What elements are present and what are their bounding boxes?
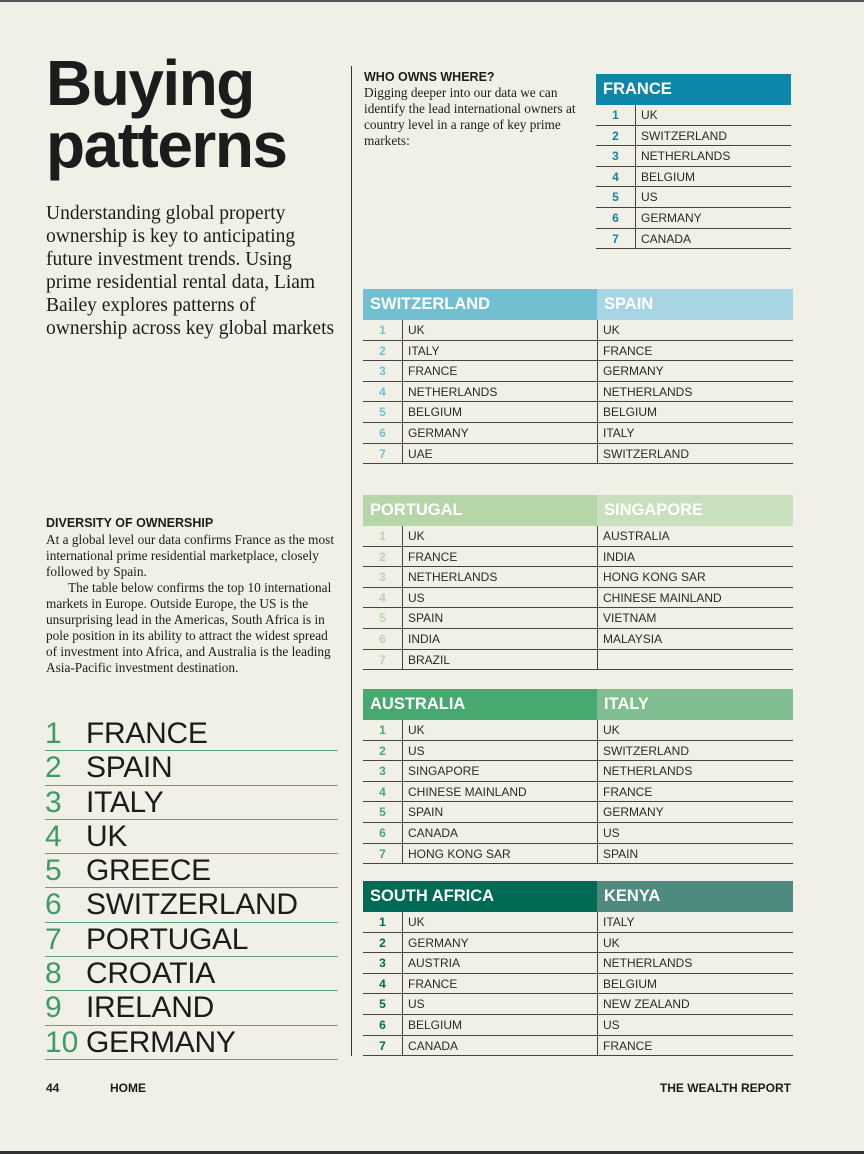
table-row [363, 588, 793, 609]
top-10-item [45, 820, 338, 854]
top-10-item [45, 751, 338, 785]
owner-country-left: SPAIN [408, 611, 444, 626]
rank-number: 3 [363, 361, 403, 381]
table-header-right: SINGAPORE [597, 495, 793, 526]
who-paragraph: Digging deeper into our data we can identify the lead international owners at country level in a range of key prime markets: [364, 85, 576, 148]
owner-country-left: INDIA [408, 631, 441, 646]
france-table [596, 74, 791, 249]
owner-country-right: SPAIN [597, 844, 793, 864]
owner-country-right: INDIA [597, 547, 793, 567]
table-header-right: SPAIN [597, 289, 793, 320]
rank-number: 3 [363, 567, 403, 587]
owner-country-right: UK [597, 320, 793, 340]
owner-country-right: US [597, 823, 793, 843]
rank-number: 6 [363, 1015, 403, 1035]
owner-country: BELGIUM [641, 169, 696, 184]
table-row [363, 953, 793, 974]
owner-country-left: FRANCE [408, 364, 458, 379]
top-10-list [45, 717, 338, 1060]
rank-number: 1 [45, 717, 62, 750]
table-header [363, 689, 793, 720]
owner-country-left: US [408, 743, 425, 758]
owner-country-left: CHINESE MAINLAND [408, 784, 527, 799]
rank-number: 4 [596, 167, 636, 187]
table-row [363, 382, 793, 403]
owner-country-right: BELGIUM [597, 974, 793, 994]
owner-country-left: BELGIUM [408, 405, 463, 420]
owner-country-right: ITALY [597, 423, 793, 443]
table-row [363, 320, 793, 341]
owner-country-right: NETHERLANDS [597, 953, 793, 973]
table-header-label: FRANCE [596, 74, 791, 105]
table-row [596, 126, 791, 147]
rank-number: 6 [363, 823, 403, 843]
portugal-singapore-table [363, 495, 793, 670]
top-10-item [45, 717, 338, 751]
rank-number: 6 [363, 629, 403, 649]
owner-country-right: HONG KONG SAR [597, 567, 793, 587]
rank-number: 5 [363, 802, 403, 822]
table-row [363, 361, 793, 382]
owner-country-left: SINGAPORE [408, 764, 480, 779]
top-10-item [45, 854, 338, 888]
table-header-right: KENYA [597, 881, 793, 912]
owner-country-left: AUSTRIA [408, 956, 461, 971]
owner-country-left: SPAIN [408, 805, 444, 820]
table-row [363, 844, 793, 865]
owner-country-left: UK [408, 915, 425, 929]
top-10-item [45, 923, 338, 957]
owner-country-right: AUSTRALIA [597, 526, 793, 546]
rank-number: 7 [363, 444, 403, 464]
owner-country-right: SWITZERLAND [597, 444, 793, 464]
page-title [46, 47, 287, 181]
table-row [596, 208, 791, 229]
owner-country-right: SWITZERLAND [597, 741, 793, 761]
table-row [363, 782, 793, 803]
rank-number: 2 [363, 741, 403, 761]
table-row [596, 229, 791, 250]
owner-country: GERMANY [641, 210, 702, 225]
table-row [363, 567, 793, 588]
table-header [363, 881, 793, 912]
table-body [363, 720, 793, 864]
top-border [0, 0, 864, 2]
table-body [363, 912, 793, 1056]
country-name: PORTUGAL [86, 922, 249, 956]
owner-country-left: GERMANY [408, 425, 469, 440]
title-line-2: patterns [46, 109, 287, 181]
owner-country-right: CHINESE MAINLAND [597, 588, 793, 608]
owner-country-left: BELGIUM [408, 1017, 463, 1032]
owner-country-left: CANADA [408, 1038, 459, 1053]
top-10-item [45, 957, 338, 991]
top-10-item [45, 1026, 338, 1060]
rank-number: 1 [596, 105, 636, 125]
country-name: FRANCE [86, 717, 208, 750]
title-line-1: Buying [46, 47, 254, 119]
owner-country-right: UK [597, 720, 793, 740]
owner-country-right: UK [597, 933, 793, 953]
rank-number: 7 [363, 844, 403, 864]
table-header-left: SOUTH AFRICA [363, 881, 597, 912]
rank-number: 3 [363, 761, 403, 781]
table-row [363, 608, 793, 629]
rank-number: 9 [45, 991, 62, 1025]
owner-country-left: FRANCE [408, 549, 458, 564]
table-row [596, 146, 791, 167]
rank-number: 1 [363, 320, 403, 340]
diversity-paragraph-1: At a global level our data confirms France as the most international prime residential marketplace, closely followed by Spain. [46, 532, 335, 579]
top-10-item [45, 888, 338, 922]
owner-country-right: NEW ZEALAND [597, 994, 793, 1014]
owner-country-left: UK [408, 723, 425, 737]
diversity-paragraph-2: The table below confirms the top 10 international markets in Europe. Outside Europe, the US is the unsurprising lead in the Americas, South Africa is in pole position in its ability to attract the widest spread of investment into Africa, and Australia is the leading Asia-Pacific investment destination. [46, 580, 332, 675]
rank-number: 5 [45, 854, 62, 888]
switzerland-spain-table [363, 289, 793, 464]
rank-number: 1 [363, 720, 403, 740]
rank-number: 8 [45, 957, 62, 991]
owner-country-right [597, 650, 793, 670]
owner-country-right: NETHERLANDS [597, 761, 793, 781]
rank-number: 2 [363, 341, 403, 361]
table-row [363, 547, 793, 568]
rank-number: 3 [363, 953, 403, 973]
owner-country-right: GERMANY [597, 361, 793, 381]
table-body [363, 526, 793, 670]
table-row [363, 741, 793, 762]
country-name: CROATIA [86, 957, 216, 991]
table-body [596, 105, 791, 249]
table-header [363, 289, 793, 320]
diversity-section [46, 516, 336, 676]
rank-number: 4 [363, 588, 403, 608]
southafrica-kenya-table [363, 881, 793, 1056]
intro-paragraph: Understanding global property ownership is key to anticipating future investment trends. Using prime residential rental data, Liam Bailey explores patterns of ownership across key global markets [46, 203, 335, 339]
owner-country: CANADA [641, 231, 692, 246]
table-body [363, 320, 793, 464]
rank-number: 6 [363, 423, 403, 443]
rank-number: 5 [363, 994, 403, 1014]
table-header [596, 74, 791, 105]
owner-country-right: FRANCE [597, 782, 793, 802]
top-10-item [45, 786, 338, 820]
owner-country-right: FRANCE [597, 1036, 793, 1056]
country-name: SPAIN [86, 751, 173, 785]
owner-country-right: GERMANY [597, 802, 793, 822]
country-name: IRELAND [86, 991, 214, 1025]
owner-country-left: UK [408, 529, 425, 543]
rank-number: 5 [596, 187, 636, 207]
rank-number: 6 [596, 208, 636, 228]
table-row [363, 802, 793, 823]
table-header-right: ITALY [597, 689, 793, 720]
owner-country-left: UK [408, 323, 425, 337]
table-row [363, 994, 793, 1015]
rank-number: 10 [45, 1025, 79, 1059]
owner-country: UK [641, 108, 658, 122]
rank-number: 5 [363, 402, 403, 422]
page-number: 44 [46, 1081, 60, 1095]
table-row [363, 912, 793, 933]
rank-number: 7 [596, 229, 636, 249]
rank-number: 1 [363, 912, 403, 932]
rank-number: 3 [45, 785, 62, 819]
rank-number: 7 [45, 922, 62, 956]
table-header-left: SWITZERLAND [363, 289, 597, 320]
owner-country: SWITZERLAND [641, 128, 728, 143]
owner-country-left: HONG KONG SAR [408, 846, 511, 861]
owner-country-left: US [408, 590, 425, 605]
who-owns-where-section [364, 70, 579, 149]
rank-number: 4 [363, 382, 403, 402]
table-row [363, 341, 793, 362]
rank-number: 2 [363, 547, 403, 567]
table-row [363, 720, 793, 741]
table-row [363, 974, 793, 995]
rank-number: 7 [363, 1036, 403, 1056]
diversity-heading: DIVERSITY OF OWNERSHIP [46, 516, 214, 530]
rank-number: 4 [363, 974, 403, 994]
country-name: UK [86, 819, 128, 853]
owner-country-right: BELGIUM [597, 402, 793, 422]
owner-country-right: FRANCE [597, 341, 793, 361]
owner-country: US [641, 190, 658, 205]
owner-country-left: GERMANY [408, 935, 469, 950]
owner-country-left: NETHERLANDS [408, 570, 498, 585]
column-divider [351, 66, 352, 1056]
owner-country-left: BRAZIL [408, 652, 451, 667]
owner-country-right: US [597, 1015, 793, 1035]
top-10-item [45, 991, 338, 1025]
owner-country-left: NETHERLANDS [408, 384, 498, 399]
owner-country-left: UAE [408, 446, 433, 461]
rank-number: 4 [45, 819, 62, 853]
rank-number: 5 [363, 608, 403, 628]
rank-number: 3 [596, 146, 636, 166]
owner-country-left: ITALY [408, 343, 440, 358]
owner-country-left: US [408, 997, 425, 1012]
home-link[interactable]: HOME [110, 1081, 146, 1095]
table-header-left: AUSTRALIA [363, 689, 597, 720]
owner-country-left: FRANCE [408, 976, 458, 991]
table-row [363, 444, 793, 465]
table-row [363, 650, 793, 671]
table-row [363, 761, 793, 782]
publication-name: THE WEALTH REPORT [659, 1081, 791, 1095]
rank-number: 7 [363, 650, 403, 670]
table-row [363, 1036, 793, 1057]
country-name: SWITZERLAND [86, 888, 298, 922]
table-header-left: PORTUGAL [363, 495, 597, 526]
table-row [363, 933, 793, 954]
table-header [363, 495, 793, 526]
table-row [363, 629, 793, 650]
country-name: GREECE [86, 854, 211, 888]
who-heading: WHO OWNS WHERE? [364, 70, 495, 84]
table-row [363, 823, 793, 844]
rank-number: 4 [363, 782, 403, 802]
australia-italy-table [363, 689, 793, 864]
table-row [363, 402, 793, 423]
owner-country-left: CANADA [408, 825, 459, 840]
owner-country: NETHERLANDS [641, 149, 731, 164]
rank-number: 2 [596, 126, 636, 146]
rank-number: 2 [363, 933, 403, 953]
owner-country-right: MALAYSIA [597, 629, 793, 649]
country-name: GERMANY [86, 1025, 236, 1059]
table-row [596, 167, 791, 188]
table-row [596, 105, 791, 126]
owner-country-right: VIETNAM [597, 608, 793, 628]
owner-country-right: NETHERLANDS [597, 382, 793, 402]
table-row [363, 526, 793, 547]
table-row [596, 187, 791, 208]
table-row [363, 423, 793, 444]
table-row [363, 1015, 793, 1036]
owner-country-right: ITALY [597, 912, 793, 932]
country-name: ITALY [86, 785, 164, 819]
rank-number: 2 [45, 751, 62, 785]
rank-number: 1 [363, 526, 403, 546]
rank-number: 6 [45, 888, 62, 922]
